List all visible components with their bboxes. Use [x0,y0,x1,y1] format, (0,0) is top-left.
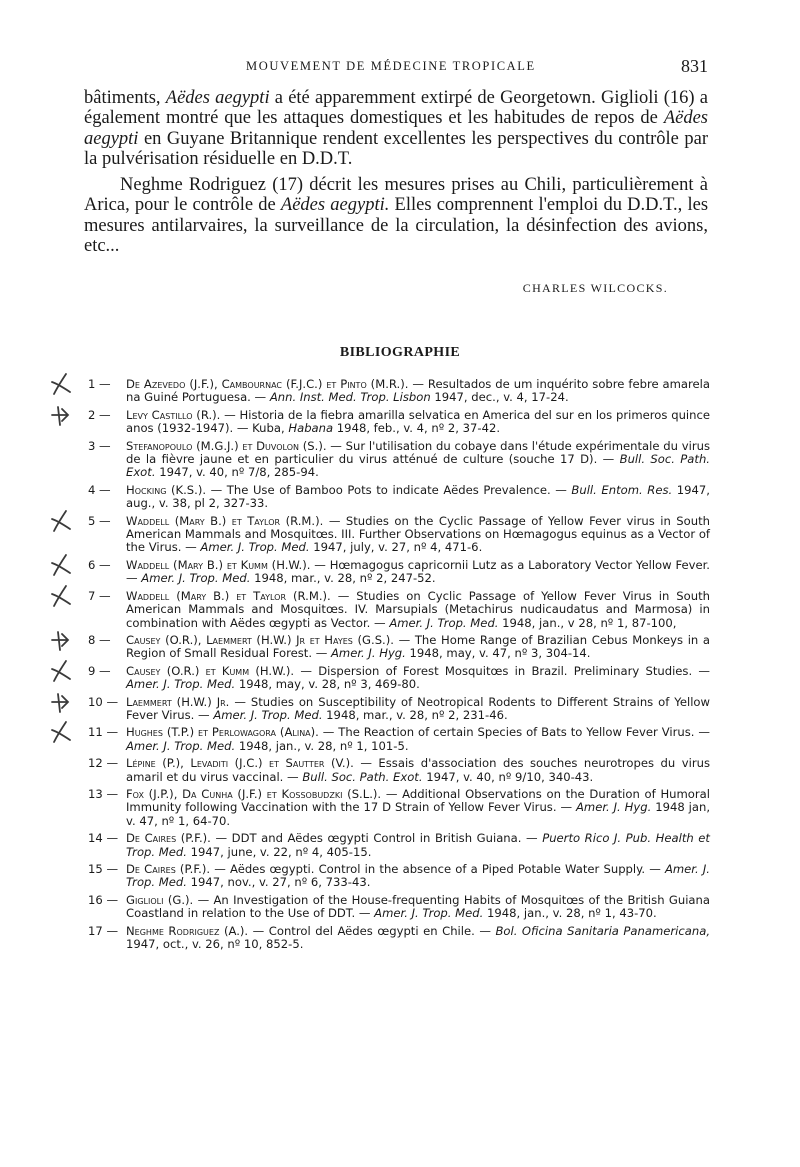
entry-journal: Amer. J. Trop. Med. [141,571,251,586]
bibliography-entry [70,409,710,436]
entry-authors: Fox (J.P.), Da Cunha (J.F.) et Kossobudzki (S.L.). [126,786,382,801]
bibliography-entry [70,863,710,890]
handwritten-cross-icon [48,509,74,535]
text-run: Neghme Rodriguez (17) décrit les mesures prises au Chili, particulièrement à Arica, pour le contrôle de [84,175,708,216]
bibliography-entry [70,440,710,480]
entry-title: — Hœmagogus capricornii Lutz as a Laboratory Vector Yellow Fever. — [126,557,710,586]
handwritten-cross-icon [48,553,74,579]
entry-title: — Studies on the Cyclic Passage of Yellow Fever virus in South American Mammals and Mosquitœs. III. Further Observations on Hœmagogus equinus as a Vector of the Virus. — [126,513,710,555]
paragraph-2 [84,175,708,256]
entry-authors: Stefanopoulo (M.G.J.) et Duvolon (S.). [126,438,327,453]
entry-title: — Studies on Cyclic Passage of Yellow Fever Virus in South American Mammals and Mosquitœs. IV. Marsupials (Metachirus nudicaudatus and Marmosa) in combination with Aëdes œgypti as Vector. — [126,588,710,630]
handwritten-arrow-icon [48,690,74,716]
entry-journal: Amer. J. Trop. Med. [200,540,310,555]
entry-title: — The Home Range of Brazilian Cebus Monkeys in a Region of Small Residual Forest. — [126,632,711,661]
entry-journal: Bull. Soc. Path. Exot. [302,769,423,784]
entry-citation: 1947, v. 40, nº 9/10, 340-43. [422,769,594,784]
page-number: 831 [681,56,708,76]
entry-authors: Hocking (K.S.). [126,482,207,497]
entry-title: — Historia de la fiebra amarilla selvatica en America del sur en los primeros quince anos (1932-1947). — Kuba, [126,407,710,436]
entry-title: — Aëdes œgypti. Control in the absence of a Piped Potable Water Supply. — [210,862,665,876]
bibliography-entry [70,925,710,952]
entry-number: 6 — [88,557,111,572]
entry-number: 17 — [88,923,119,938]
entry-number: 9 — [88,663,111,678]
entry-number: 14 — [88,831,119,846]
entry-number: 15 — [88,862,119,876]
entry-title: — DDT and Aëdes œgypti Control in British Guiana. — [210,831,543,846]
entry-number: 7 — [88,588,111,603]
entry-journal: Amer. J. Trop. Med. [389,615,499,630]
bibliography-entry [70,696,710,723]
bibliography-entry [70,378,710,405]
running-title: MOUVEMENT DE MÉDECINE TROPICALE [246,59,536,73]
entry-number: 12 — [88,756,119,771]
entry-authors: Lépine (P.), Levaditi (J.C.) et Sautter (V.). [126,756,354,771]
entry-authors: Waddell (Mary B.) et Taylor (R.M.). [126,588,331,603]
bibliography-entry [70,634,710,661]
entry-citation: 1947, aug., v. 38, pl 2, 327-33. [126,482,710,511]
body-text [84,88,708,256]
entry-title: — Essais d'association des souches neurotropes du virus amaril et du virus vaccinal. — [126,756,710,784]
text-run: bâtiments, [84,88,166,108]
paragraph-1 [84,88,708,169]
handwritten-cross-icon [48,372,74,398]
entry-authors: Causey (O.R.) et Kumm (H.W.). [126,663,295,678]
entry-citation: 1948, mar., v. 28, nº 2, 231-46. [322,707,508,722]
bibliography-entry [70,559,710,586]
entry-journal: Puerto Rico J. Pub. Health et Trop. Med. [126,831,710,859]
bibliography-entry [70,590,710,630]
handwritten-arrow-icon [48,403,74,429]
text-run: en Guyane Britannique rendent excellentes les perspectives du contrôle par la pulvérisation résiduelle en D.D.T. [84,128,708,169]
text-run: Elles comprennent l'emploi du D.D.T., les mesures antilarvaires, la surveillance de la circulation, la désinfection des avions, etc... [84,195,709,257]
entry-journal: Bull. Entom. Res. [571,482,673,497]
handwritten-arrow-icon [48,628,74,654]
entry-title: — The Reaction of certain Species of Bats to Yellow Fever Virus. — [318,725,710,740]
entry-citation: 1947, july, v. 27, nº 4, 471-6. [309,540,483,555]
entry-authors: Laemmert (H.W.) Jr. [126,694,230,709]
running-header [84,56,708,78]
entry-authors: Hughes (T.P.) et Perlowagora (Alina). [126,725,319,740]
entry-journal: Habana [288,421,334,436]
entry-journal: Amer. J. Trop. Med. [126,738,236,753]
entry-number: 1 — [88,377,111,391]
entry-citation: 1947, nov., v. 27, nº 6, 733-43. [186,875,371,890]
entry-journal: Amer. J. Trop. Med. [213,707,323,722]
entry-citation: 1947, june, v. 22, nº 4, 405-15. [186,844,372,859]
bibliography-entry [70,788,710,828]
entry-citation: 1947, dec., v. 4, 17-24. [430,390,569,405]
species-name: Aëdes aegypti [165,88,270,108]
entry-title: — Control del Aëdes œgypti en Chile. — [248,923,496,938]
entry-citation: 1948, jan., v. 28, nº 1, 101-5. [235,738,409,753]
entry-journal: Amer. J. Trop. Med. [126,862,710,890]
species-name: Aëdes aegypti. [280,195,390,216]
entry-citation: 1947, oct., v. 26, nº 10, 852-5. [126,937,304,952]
entry-title: — Additional Observations on the Duration of Humoral Immunity following Vaccination with the 17 D Strain of Yellow Fever Virus. — [126,786,710,815]
bibliography-title: BIBLIOGRAPHIE [339,345,461,360]
bibliography-entry [70,484,710,511]
bibliography-entry [70,757,710,784]
entry-citation: 1948, mar., v. 28, nº 2, 247-52. [250,571,436,586]
entry-journal: Ann. Inst. Med. Trop. Lisbon [269,390,431,405]
entry-journal: Amer. J. Trop. Med. [374,906,484,921]
entry-title: — Sur l'utilisation du cobaye dans l'étude expérimentale du virus de la fièvre jaune et en particulier du virus atténué de culture (souche 17 D). — [126,438,710,467]
entry-number: 5 — [88,513,111,528]
entry-authors: Waddell (Mary B.) et Taylor (R.M.). [126,513,324,528]
entry-number: 16 — [88,892,119,907]
entry-number: 3 — [88,438,111,453]
species-name: Aëdes aegypti [84,108,708,149]
entry-number: 11 — [88,725,119,740]
entry-number: 10 — [88,694,119,709]
bibliography-entry [70,726,710,753]
entry-number: 13 — [88,786,119,801]
entry-title: — Dispersion of Forest Mosquitœs in Brazil. Preliminary Studies. — [294,663,710,678]
entry-title: — The Use of Bamboo Pots to indicate Aëdes Prevalence. — [206,482,572,497]
entry-citation: 1948, may, v. 47, nº 3, 304-14. [405,646,591,661]
handwritten-cross-icon [48,720,74,746]
entry-citation: 1948, feb., v. 4, nº 2, 37-42. [333,421,501,436]
entry-number: 4 — [88,482,111,497]
entry-number: 2 — [88,407,111,422]
entry-title: — Studies on Susceptibility of Neotropical Rodents to Different Strains of Yellow Fever Virus. — [126,694,710,722]
bibliography-entry [70,665,710,692]
entry-authors: Causey (O.R.), Laemmert (H.W.) Jr et Hayes (G.S.). [126,632,394,647]
entry-title: — Resultados de um inquérito sobre febre amarela na Guiné Portuguesa. — [126,377,710,405]
entry-journal: Bull. Soc. Path. Exot. [126,452,710,480]
bibliography-entry [70,832,710,859]
entry-citation: 1948, jan., v 28, nº 1, 87-100, [498,615,677,630]
entry-authors: Giglioli (G.). [126,892,194,907]
entry-journal: Amer. J. Trop. Med. [126,677,236,692]
entry-authors: De Caires (P.F.). [126,831,211,846]
entry-citation: 1948, may, v. 28, nº 3, 469-80. [235,677,420,692]
author-signature: CHARLES WILCOCKS. [522,281,668,295]
bibliography-entry [70,515,710,555]
text-run: a été apparemment extirpé de Georgetown. Giglioli (16) a également montré que les attaques domestiques et les habitudes de repos de [84,88,708,129]
entry-journal: Bol. Oficina Sanitaria Panamericana, [495,923,711,938]
entry-authors: De Azevedo (J.F.), Cambournac (F.J.C.) et Pinto (M.R.). [126,377,409,391]
entry-citation: 1947, v. 40, nº 7/8, 285-94. [155,465,319,480]
entry-title: — An Investigation of the House-frequenting Habits of Mosquitœs of the British Guiana Coastland in relation to the Use of DDT. — [126,892,710,921]
entry-citation: 1948 jan, v. 47, nº 1, 64-70. [126,800,711,828]
entry-journal: Amer. J. Hyg. [331,646,406,661]
entry-authors: De Caires (P.F.). [126,862,211,876]
handwritten-cross-icon [48,659,74,685]
entry-number: 8 — [88,632,111,647]
entry-authors: Waddell (Mary B.) et Kumm (H.W.). [126,557,311,572]
entry-authors: Neghme Rodriguez (A.). [126,923,249,938]
bibliography-list [70,378,710,951]
bibliography-entry [70,894,710,921]
entry-authors: Levy Castillo (R.). [126,407,221,422]
entry-journal: Amer. J. Hyg. [575,800,652,815]
handwritten-cross-icon [48,584,74,610]
entry-citation: 1948, jan., v. 28, nº 1, 43-70. [483,906,657,921]
